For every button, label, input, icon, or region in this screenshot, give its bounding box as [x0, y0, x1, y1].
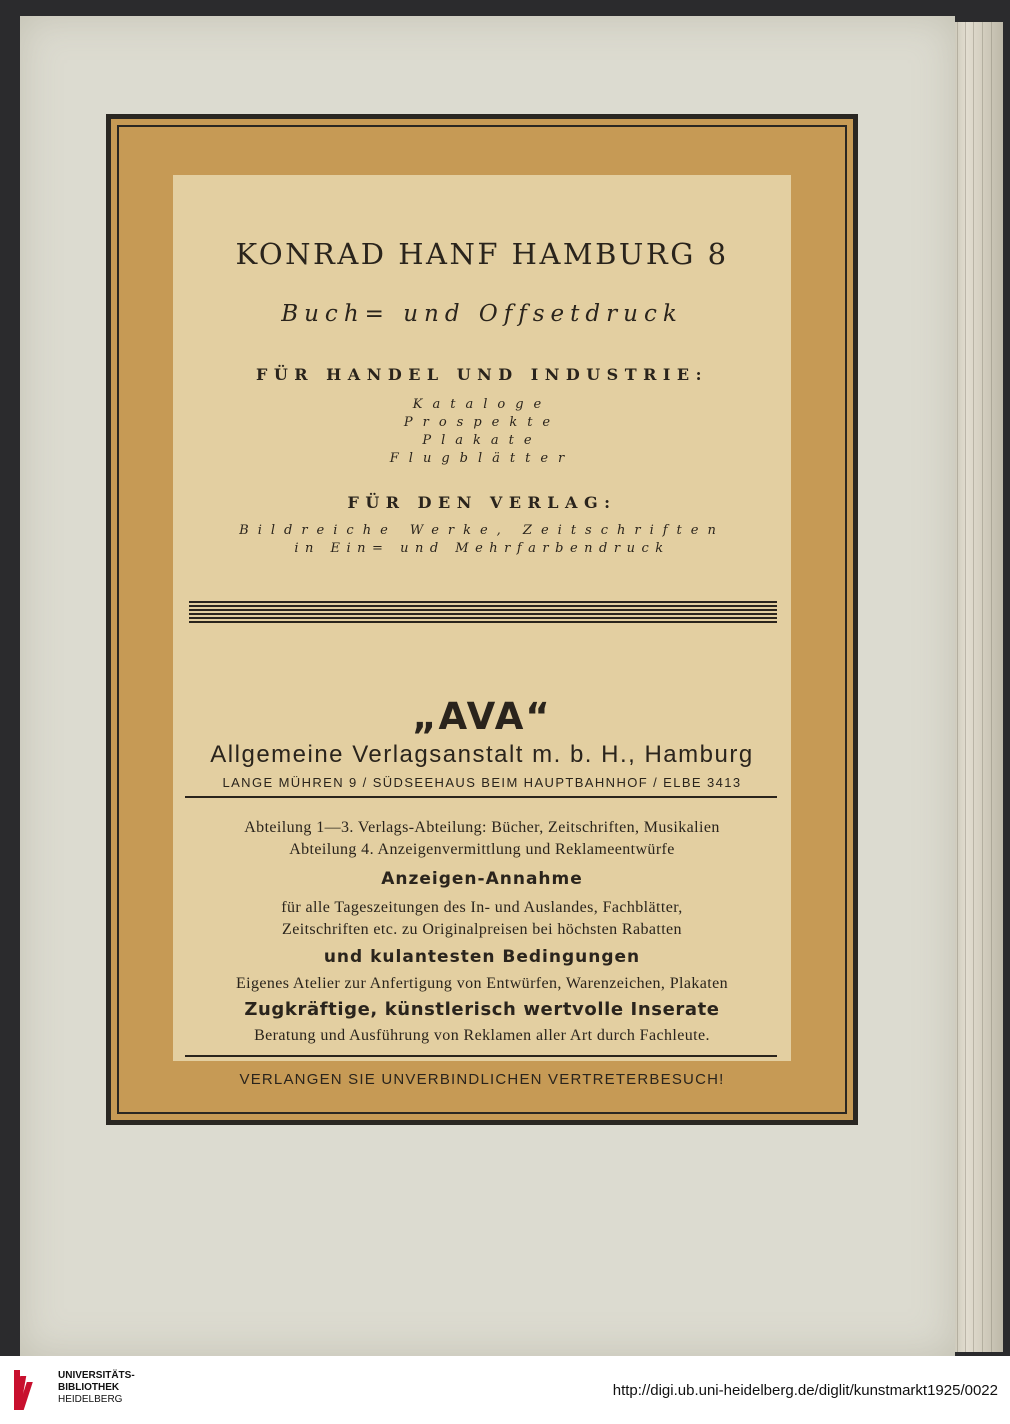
ava-company-name: Allgemeine Verlagsanstalt m. b. H., Hamburg	[210, 741, 754, 768]
department-line: Abteilung 1—3. Verlags-Abteilung: Bücher, Zeitschriften, Musikalien	[244, 819, 720, 836]
industry-item: Flugblätter	[389, 451, 575, 466]
industry-item: Kataloge	[412, 397, 552, 412]
footer-bar	[0, 1356, 1010, 1424]
advert-title: KONRAD HANF HAMBURG 8	[235, 237, 729, 271]
source-url-link[interactable]: http://digi.ub.uni-heidelberg.de/diglit/kunstmarkt1925/0022	[612, 1382, 998, 1399]
university-library-logo-icon	[12, 1366, 48, 1414]
body-line: Beratung und Ausführung von Reklamen aller Art durch Fachleute.	[254, 1027, 710, 1044]
advert-frame	[106, 114, 858, 1125]
body-line: Zeitschriften etc. zu Originalpreisen bei höchsten Rabatten	[282, 921, 682, 938]
verlag-heading: FÜR DEN VERLAG:	[347, 493, 617, 512]
department-line: Abteilung 4. Anzeigenvermittlung und Reklameentwürfe	[289, 841, 675, 858]
body-line: für alle Tageszeitungen des In- und Auslandes, Fachblätter,	[281, 899, 683, 916]
page-stack-edge	[950, 22, 1003, 1352]
logo-line: UNIVERSITÄTS-	[58, 1370, 135, 1381]
divider	[185, 796, 777, 798]
divider	[185, 1055, 777, 1057]
ava-brand: „AVA“	[412, 695, 552, 738]
industry-item: Prospekte	[403, 415, 561, 430]
vertreter-call: VERLANGEN SIE UNVERBINDLICHEN VERTRETERBESUCH!	[239, 1071, 725, 1088]
decorative-rule-block	[189, 601, 777, 625]
scanned-page	[20, 16, 955, 1356]
logo-line: BIBLIOTHEK	[58, 1382, 120, 1393]
ava-address: LANGE MÜHREN 9 / SÜDSEEHAUS BEIM HAUPTBAHNHOF / ELBE 3413	[222, 775, 742, 790]
anzeigen-heading: Anzeigen-Annahme	[381, 869, 583, 889]
verlag-line: Bildreiche Werke, Zeitschriften	[239, 523, 725, 538]
advert-panel	[173, 175, 791, 1088]
verlag-line: in Ein= und Mehrfarbendruck	[294, 541, 670, 556]
zugkraeftig-heading: Zugkräftige, künstlerisch wertvolle Inserate	[244, 999, 720, 1020]
industry-item: Plakate	[422, 433, 542, 448]
body-line: Eigenes Atelier zur Anfertigung von Entwürfen, Warenzeichen, Plakaten	[235, 975, 729, 992]
industry-heading: FÜR HANDEL UND INDUSTRIE:	[255, 365, 709, 384]
university-library-name	[58, 1370, 135, 1406]
logo-line: HEIDELBERG	[58, 1394, 123, 1405]
kulanteste-heading: und kulantesten Bedingungen	[323, 947, 641, 967]
advert-subtitle: Buch= und Offsetdruck	[281, 301, 683, 327]
